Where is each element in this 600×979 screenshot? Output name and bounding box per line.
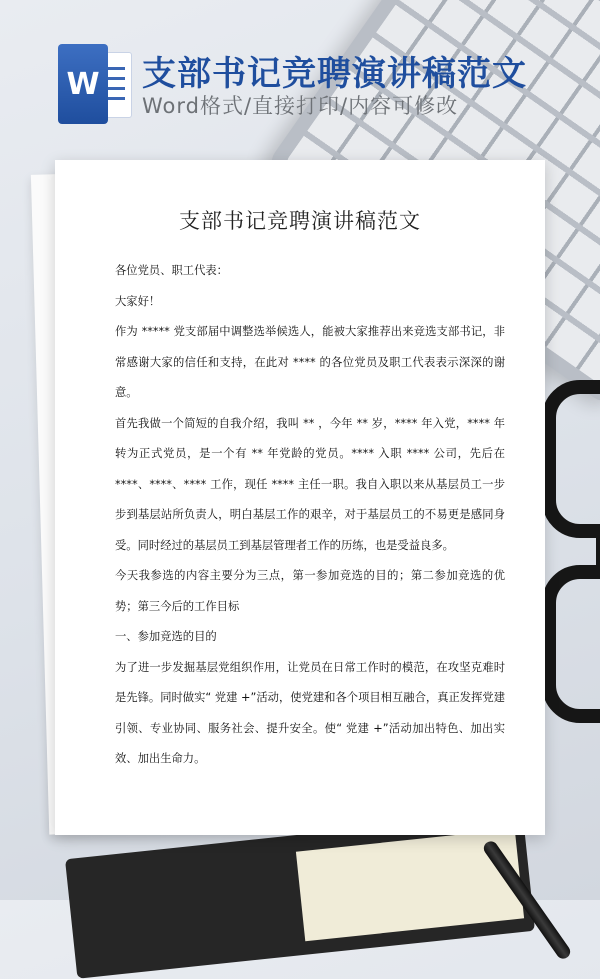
glasses-decoration (540, 380, 600, 720)
banner-subtitle: Word格式/直接打印/内容可修改 (142, 94, 459, 118)
document-title: 支部书记竞聘演讲稿范文 (179, 209, 421, 233)
paragraph: 今天我参选的内容主要分为三点，第一参加竞选的目的；第二参加竞选的优势；第三今后的工作目标 (115, 569, 505, 613)
document-body (115, 256, 505, 775)
document-page (55, 160, 545, 835)
paragraph: 为了进一步发掘基层党组织作用，让党员在日常工作时的模范，在攻坚克难时是先锋。同时做实“ 党建 +”活动，使党建和各个项目相互融合，真正发挥党建引领、专业协同、服务社会、提升安全。使“ 党建 +”活动加出特色、加出实效、加出生命力。 (115, 660, 505, 765)
paragraph: 作为 ***** 党支部届中调整选举候选人，能被大家推荐出来竞选支部书记，非常感谢大家的信任和支持，在此对 **** 的各位党员及职工代表表示深深的谢意。 (115, 325, 505, 399)
greeting: 大家好！ (115, 294, 161, 308)
paragraph: 首先我做一个简短的自我介绍，我叫 ** ，今年 ** 岁，**** 年入党，**** 年转为正式党员，是一个有 ** 年党龄的党员。**** 入职 **** 公司，先后在 ****、****、**** 工作，现任 **** 主任一职。我自入职以来从基层员工一步步到基层站所负责人，明白基层工作的艰辛，对于基层员工的不易更是感同身受。同时经过的基层员工到基层管理者工作的历练，也是受益良多。 (115, 416, 505, 552)
banner-title: 支部书记竞聘演讲稿范文 (142, 54, 527, 94)
word-icon (58, 44, 132, 124)
salutation: 各位党员、职工代表： (115, 264, 228, 277)
word-icon-letter: W (58, 44, 108, 124)
section-heading: 一、参加竞选的目的 (115, 630, 217, 643)
